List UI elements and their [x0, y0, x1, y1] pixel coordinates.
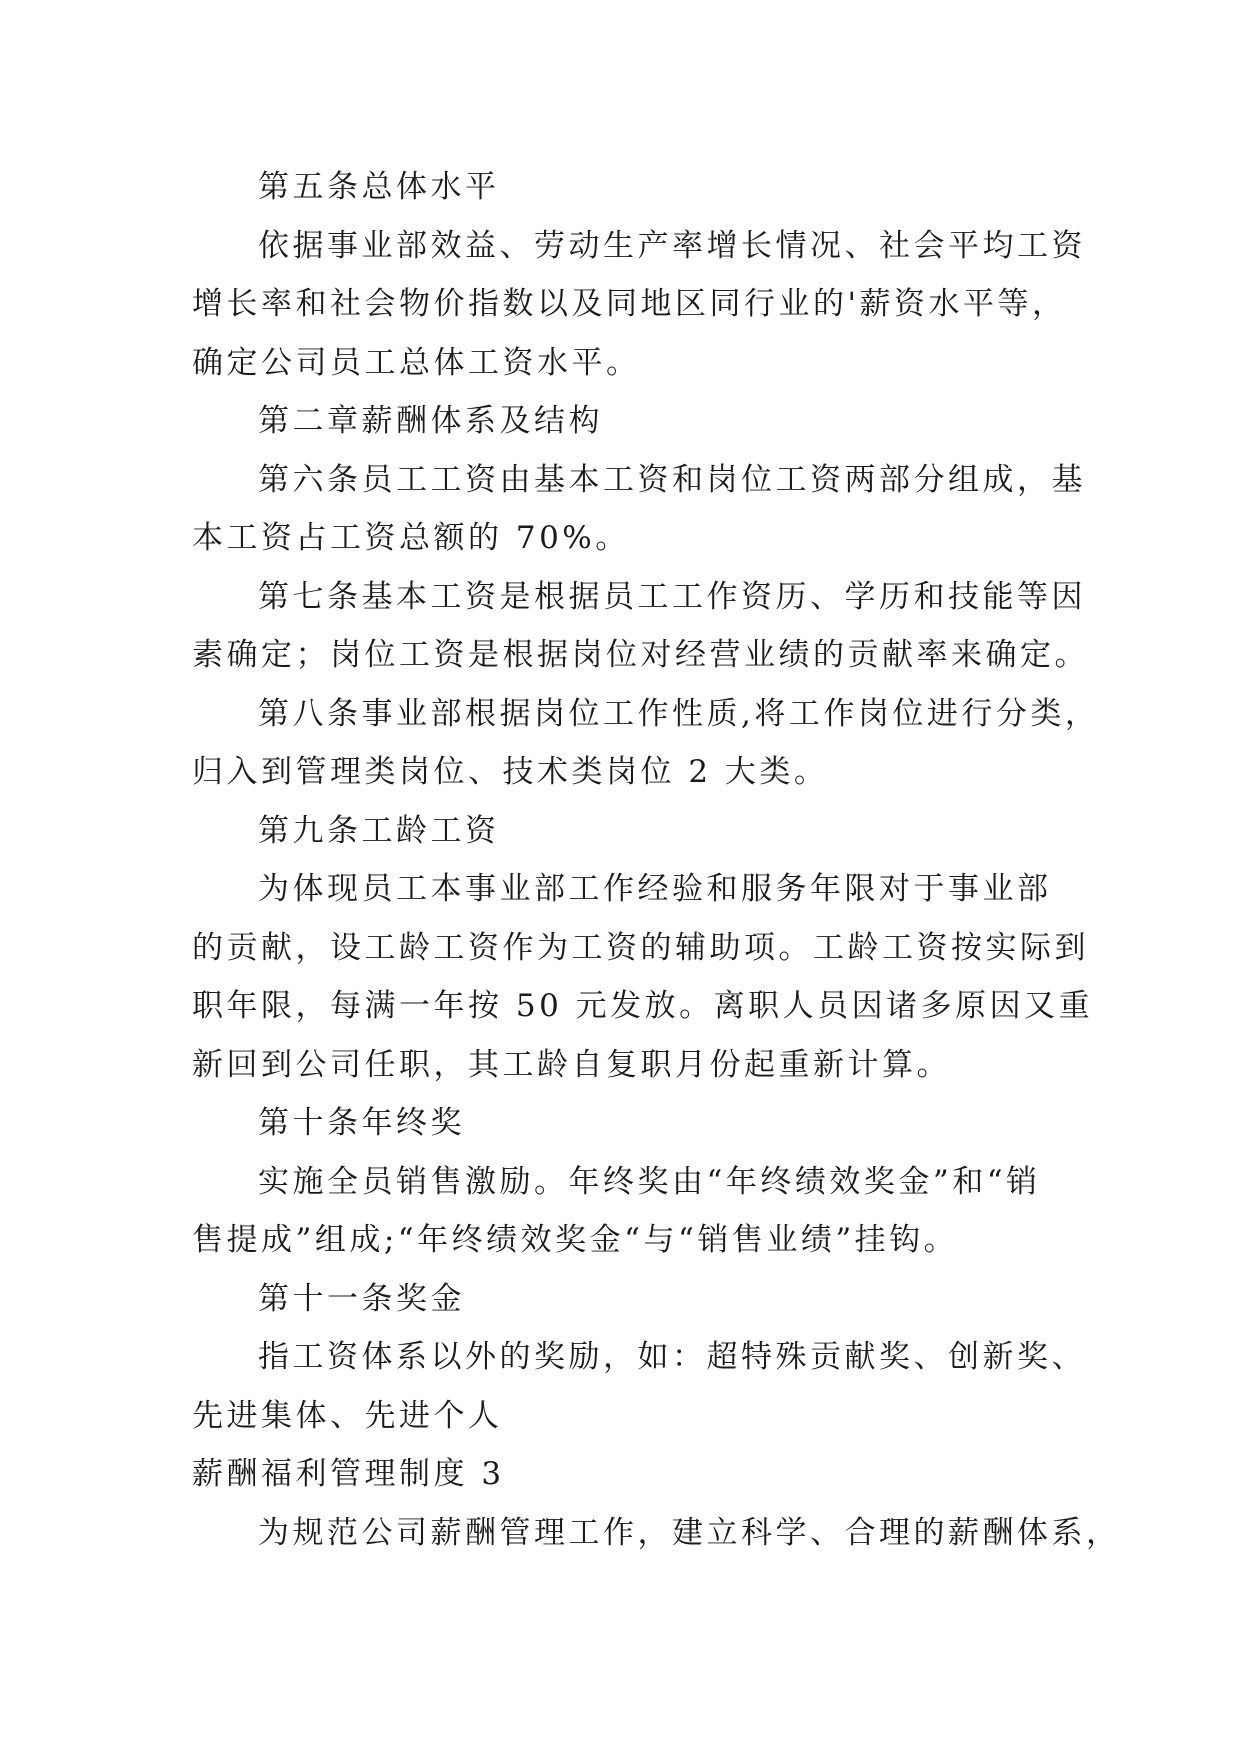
- paragraph-art8: [192, 685, 1100, 802]
- text-line: 第二章薪酬体系及结构: [258, 403, 603, 439]
- text-line: 第十条年终奖: [258, 1105, 465, 1141]
- paragraph-art10-title: [192, 1094, 1072, 1153]
- text-line: 第八条事业部根据岗位工作性质,将工作岗位进行分类，: [258, 695, 1100, 732]
- paragraph-art5-body: [192, 217, 1086, 393]
- text-line: 指工资体系以外的奖励，如：超特殊贡献奖、创新奖、: [258, 1339, 1086, 1375]
- text-line: 职年限，每满一年按 50 元发放。离职人员因诸多原因又重: [192, 988, 1094, 1024]
- paragraph-art11-body: [192, 1328, 1086, 1445]
- paragraph-art11-title: [192, 1270, 1072, 1329]
- paragraph-chapter2-title: [192, 392, 1072, 451]
- text-line: 增长率和社会物价指数以及同地区同行业的'薪资水平等，: [192, 286, 1067, 322]
- document-body: [192, 158, 1121, 1562]
- paragraph-section3-title: [192, 1445, 1072, 1504]
- paragraph-art10-body: [192, 1153, 1072, 1270]
- text-line: 实施全员销售激励。年终奖由“年终绩效奖金”和“销: [258, 1163, 1041, 1200]
- text-line: 的贡献，设工龄工资作为工资的辅助项。工龄工资按实际到: [192, 929, 1089, 966]
- text-line: 第十一条奖金: [258, 1280, 465, 1317]
- text-line: 第五条总体水平: [258, 169, 500, 205]
- paragraph-section3-body: [192, 1504, 1121, 1563]
- text-line: 薪酬福利管理制度 3: [192, 1456, 505, 1492]
- text-line: 为规范公司薪酬管理工作，建立科学、合理的薪酬体系，: [258, 1514, 1121, 1551]
- paragraph-art5-title: [192, 158, 1072, 217]
- text-line: 第七条基本工资是根据员工工作资历、学历和技能等因: [258, 578, 1086, 615]
- text-line: 新回到公司任职，其工龄自复职月份起重新计算。: [192, 1046, 951, 1083]
- text-line: 第六条员工工资由基本工资和岗位工资两部分组成，基: [258, 461, 1086, 498]
- paragraph-art7: [192, 568, 1089, 685]
- text-line: 先进集体、先进个人: [192, 1397, 503, 1434]
- text-line: 确定公司员工总体工资水平。: [192, 344, 641, 381]
- paragraph-art9-body: [192, 860, 1094, 1094]
- text-line: 第九条工龄工资: [258, 812, 500, 849]
- text-line: 素确定；岗位工资是根据岗位对经营业绩的贡献率来确定。: [192, 637, 1089, 673]
- text-line: 售提成”组成;“年终绩效奖金“与“销售业绩”挂钩。: [192, 1222, 959, 1258]
- paragraph-art9-title: [192, 802, 1072, 861]
- text-line: 归入到管理类岗位、技术类岗位 2 大类。: [192, 754, 829, 790]
- text-line: 依据事业部效益、劳动生产率增长情况、社会平均工资: [258, 227, 1086, 264]
- text-line: 为体现员工本事业部工作经验和服务年限对于事业部: [258, 871, 1052, 907]
- paragraph-art6: [192, 451, 1086, 568]
- text-line: 本工资占工资总额的 70%。: [192, 520, 630, 556]
